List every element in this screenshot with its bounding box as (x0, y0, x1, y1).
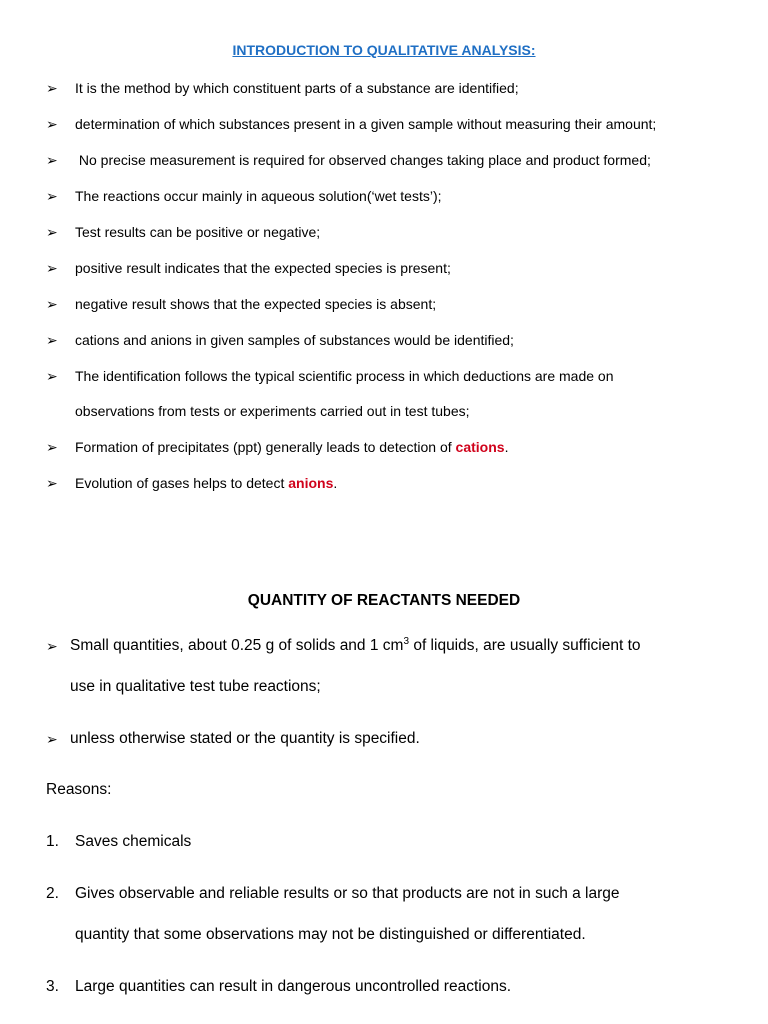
bullet-text: determination of which substances present in a given sample without measuring their amount; (75, 116, 657, 132)
arrow-bullet-icon: ➢ (46, 152, 58, 168)
bullet-text: The identification follows the typical scientific process in which deductions are made on (75, 368, 614, 384)
reason-text: Large quantities can result in dangerous uncontrolled reactions. (75, 978, 511, 995)
arrow-bullet-icon: ➢ (46, 638, 58, 654)
cations-highlight: cations (455, 439, 505, 455)
arrow-bullet-icon: ➢ (46, 475, 58, 491)
intro-title: INTRODUCTION TO QUALITATIVE ANALYSIS: (232, 42, 536, 58)
arrow-bullet-icon: ➢ (46, 116, 58, 132)
reason-number: 3. (46, 978, 59, 995)
bullet-continuation: use in qualitative test tube reactions; (70, 678, 321, 695)
reason-continuation: quantity that some observations may not be distinguished or differentiated. (75, 926, 586, 943)
arrow-bullet-icon: ➢ (46, 296, 58, 312)
anions-highlight: anions (288, 475, 334, 491)
bullet-text: Formation of precipitates (ppt) generally leads to detection of (75, 439, 456, 455)
bullet-text: positive result indicates that the expected species is present; (75, 260, 451, 276)
bullet-text: It is the method by which constituent parts of a substance are identified; (75, 80, 519, 96)
bullet-text: Test results can be positive or negative; (75, 224, 321, 240)
arrow-bullet-icon: ➢ (46, 224, 58, 240)
bullet-text: Small quantities, about 0.25 g of solids and 1 cm (70, 637, 404, 654)
bullet-end: . (504, 439, 509, 455)
reason-number: 1. (46, 833, 59, 850)
arrow-bullet-icon: ➢ (46, 80, 58, 96)
reason-text: Saves chemicals (75, 833, 192, 850)
reason-number: 2. (46, 885, 59, 902)
bullet-text: The reactions occur mainly in aqueous solution(‘wet tests’); (75, 188, 442, 204)
quantity-title: QUANTITY OF REACTANTS NEEDED (247, 592, 521, 609)
bullet-text-end: of liquids, are usually sufficient to (409, 637, 641, 654)
reason-text: Gives observable and reliable results or so that products are not in such a large (75, 885, 620, 902)
bullet-continuation: observations from tests or experiments carried out in test tubes; (75, 403, 470, 419)
arrow-bullet-icon: ➢ (46, 188, 58, 204)
arrow-bullet-icon: ➢ (46, 260, 58, 276)
arrow-bullet-icon: ➢ (46, 731, 58, 747)
arrow-bullet-icon: ➢ (46, 332, 58, 348)
arrow-bullet-icon: ➢ (46, 368, 58, 384)
reasons-label: Reasons: (46, 781, 112, 798)
bullet-text: cations and anions in given samples of substances would be identified; (75, 332, 514, 348)
superscript: 3 (403, 635, 410, 647)
bullet-text: unless otherwise stated or the quantity is specified. (70, 730, 420, 747)
bullet-text: negative result shows that the expected species is absent; (75, 296, 437, 312)
bullet-end: . (333, 475, 338, 491)
bullet-text: No precise measurement is required for observed changes taking place and product formed; (75, 152, 651, 168)
bullet-text: Evolution of gases helps to detect (75, 475, 289, 491)
arrow-bullet-icon: ➢ (46, 439, 58, 455)
